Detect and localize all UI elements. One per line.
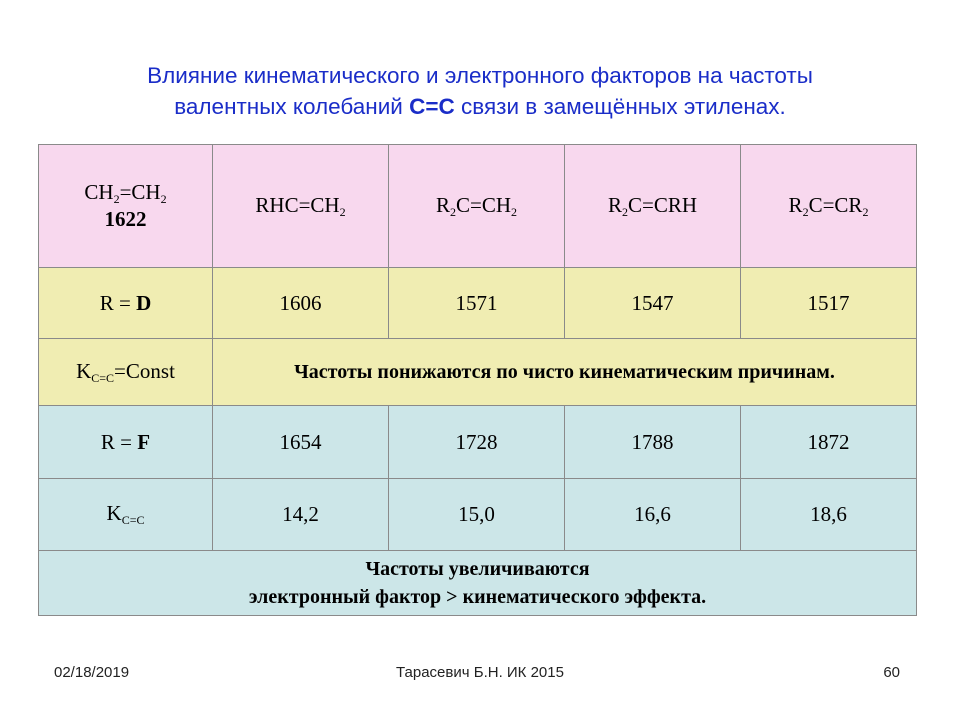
title-line-1: Влияние кинематического и электронного факторов на частоты (147, 63, 813, 88)
conclusion-line-1: Частоты увеличиваются (365, 558, 590, 580)
kinematic-note: Частоты понижаются по чисто кинематическим причинам. (213, 339, 917, 406)
row-fluorine (39, 406, 917, 479)
table-cell: 16,6 (565, 479, 741, 551)
conclusion-line-2: электронный фактор > кинематического эффекта. (248, 586, 707, 608)
ethylene-sub-a: 2 (113, 192, 120, 206)
header-r2c-crh-sub: 2 (621, 204, 628, 219)
row-k-const (39, 339, 917, 406)
header-r2c-cr2-text: C=CR (808, 192, 863, 217)
row-force-constant-label (39, 479, 213, 551)
conclusion-row (39, 551, 917, 616)
header-r2c-crh (565, 145, 741, 268)
table-cell: 1547 (565, 268, 741, 339)
header-rhc-ch2 (213, 145, 389, 268)
row-fluorine-label (39, 406, 213, 479)
table-cell: 18,6 (741, 479, 917, 551)
header-r2c-ch2-r: R (435, 192, 450, 217)
title-line-2-pre: валентных колебаний (174, 94, 410, 119)
header-r2c-cr2-r: R (788, 192, 803, 217)
ethylene-formula (39, 180, 212, 207)
row-force-constant (39, 479, 917, 551)
ethylene-sub-b: 2 (160, 192, 167, 206)
ethylene-frequency: 1622 (104, 207, 147, 231)
title-line-2-post: связи в замещённых этиленах. (454, 94, 786, 119)
k-symbol: K (106, 501, 122, 525)
footer-date: 02/18/2019 (54, 664, 130, 681)
header-r2c-ch2-sub1: 2 (449, 204, 456, 219)
conclusion-cell (39, 551, 917, 616)
table-cell: 1654 (213, 406, 389, 479)
table-cell: 15,0 (389, 479, 565, 551)
table-cell: 1606 (213, 268, 389, 339)
k-symbol: K (76, 358, 92, 383)
row-k-const-label (39, 339, 213, 406)
k-subscript: C=C (121, 513, 145, 527)
table-cell: 1788 (565, 406, 741, 479)
header-rhc-ch2-text: RHC=CH (255, 192, 340, 217)
frequency-table (38, 144, 917, 616)
title-bond: С=С (409, 94, 455, 119)
footer-page-number: 60 (883, 664, 900, 681)
row-fluorine-label-symbol: F (137, 429, 151, 454)
header-row (39, 145, 917, 268)
ethylene-part-b: =CH (119, 180, 161, 204)
header-r2c-ch2 (389, 145, 565, 268)
header-rhc-ch2-sub: 2 (339, 204, 346, 219)
footer-author: Тарасевич Б.Н. ИК 2015 (396, 664, 564, 681)
ethylene-cell (39, 145, 213, 268)
table-cell: 1872 (741, 406, 917, 479)
k-const-text: =Const (114, 358, 175, 383)
row-deuterium (39, 268, 917, 339)
row-deuterium-label-symbol: D (136, 290, 152, 315)
table-cell: 1728 (389, 406, 565, 479)
row-fluorine-label-pre: R = (100, 429, 138, 454)
slide-title (60, 60, 900, 122)
k-subscript: C=C (91, 370, 115, 385)
row-deuterium-label (39, 268, 213, 339)
table-cell: 1517 (741, 268, 917, 339)
table-cell: 14,2 (213, 479, 389, 551)
row-deuterium-label-pre: R = (99, 290, 137, 315)
header-r2c-ch2-sub2: 2 (511, 204, 518, 219)
header-r2c-cr2-sub2: 2 (862, 204, 869, 219)
header-r2c-crh-text: C=CRH (627, 192, 698, 217)
header-r2c-ch2-text: C=CH (455, 192, 512, 217)
ethylene-part-a: CH (84, 180, 114, 204)
title-line-2 (60, 91, 900, 122)
header-r2c-cr2 (741, 145, 917, 268)
header-r2c-cr2-sub1: 2 (802, 204, 809, 219)
table-cell: 1571 (389, 268, 565, 339)
header-r2c-crh-r: R (607, 192, 622, 217)
